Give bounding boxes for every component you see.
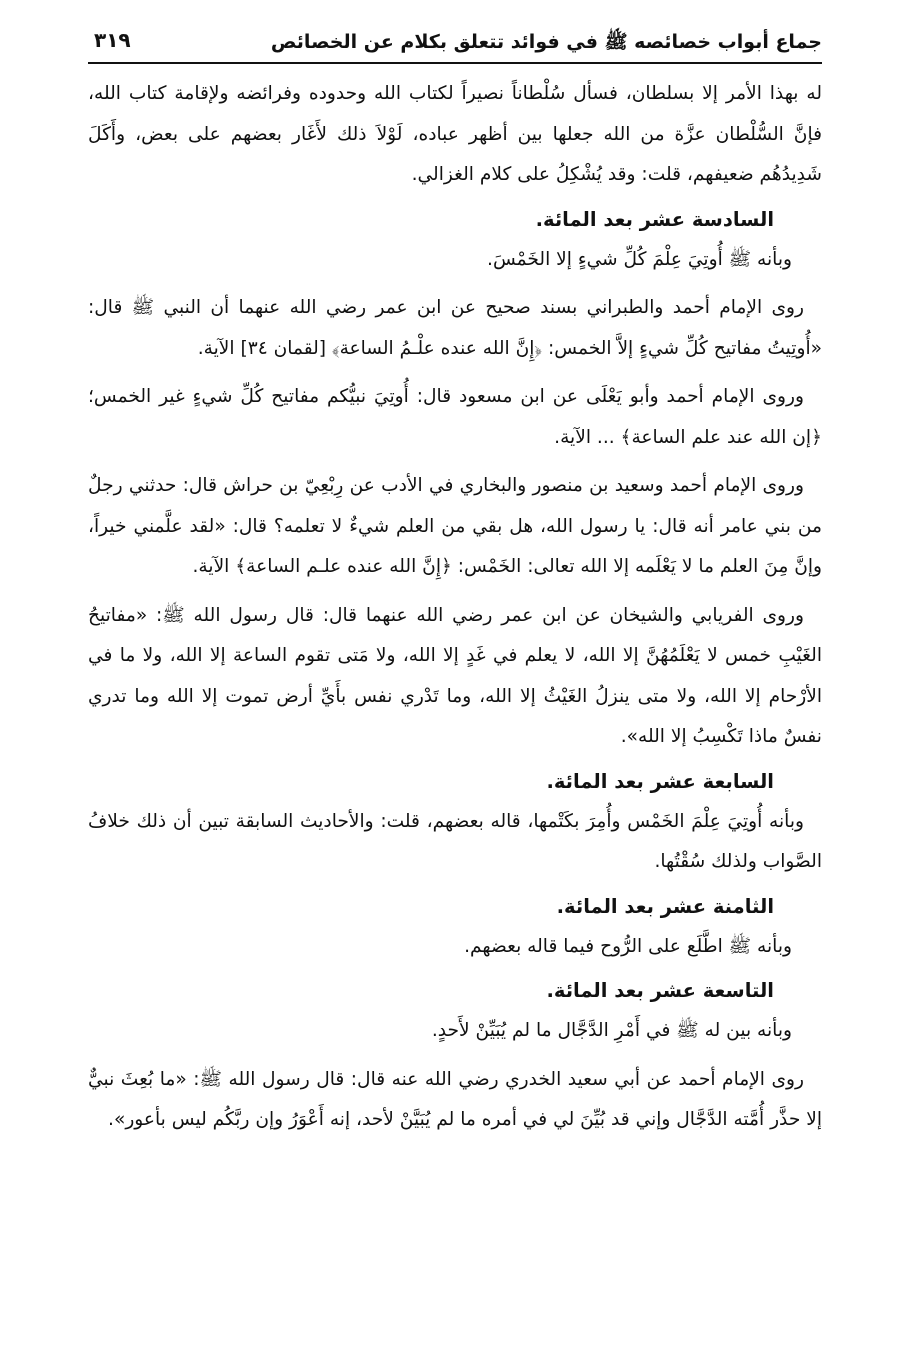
paragraph: وروى الإمام أحمد وأبو يَعْلَى عن ابن مسعود قال: أُوتِيَ نبيُّكم مفاتيح كُلِّ شيءٍ غير الخمس؛ ﴿إن الله عند علم الساعة﴾ ... الآية. <box>88 386 822 448</box>
book-page <box>88 22 822 1342</box>
paragraph: وروى الإمام أحمد وسعيد بن منصور والبخاري في الأدب عن رِبْعِيّ بن حراش قال: حدثني رجلٌ من بني عامر أنه قال: يا رسول الله، هل بقي من العلم شيءٌ لا تعلمه؟ قال: «لقد علَّمني خيراً، وإنَّ مِنَ العلم ما لا يَعْلَمه إلا الله تعالى: الخَمْس: ﴿إِنَّ الله عنده علـم الساعة﴾ الآية. <box>88 475 822 577</box>
running-header <box>88 22 822 64</box>
header-title: جماع أبواب خصائصه ﷺ في فوائد تتعلق بكلام عن الخصائص <box>270 31 822 53</box>
paragraph: روى الإمام أحمد عن أبي سعيد الخدري رضي الله عنه قال: قال رسول الله ﷺ: «ما بُعِثَ نبيٌّ إلا حذَّر أُمَّته الدَّجَّال وإني قد بُيِّنَ لي في أمره ما لم يُبَيَّنْ لأحد، إنه أَعْوَرُ وإن ربَّكُم ليس بأعور». <box>88 1068 822 1130</box>
paragraph: له بهذا الأمر إلا بسلطان، فسأل سُلْطاناً نصيراً لكتاب الله وحدوده وفرائضه ولإقامة كتاب الله، فإنَّ السُّلْطان عزَّة من الله جعلها بين أظهر عباده، لَوْلاَ ذلك لأَغَار بعضهم على بعض، وأَكَلَ شَدِيدُهُم ضعيفهم، قلت: وقد يُشْكِلُ على كلام الغزالي. <box>88 83 822 185</box>
section-heading: الثامنة عشر بعد المائة. <box>556 894 774 918</box>
page-body <box>88 64 822 1141</box>
statement: وبأنه ﷺ أُوتِيَ عِلْمَ كُلِّ شيءٍ إلا الخَمْسَ. <box>487 248 792 270</box>
paragraph: وبأنه أُوتِيَ عِلْمَ الخَمْس وأُمِرَ بكَتْمها، قاله بعضهم، قلت: والأحاديث السابقة تبين أن ذلك خلافُ الصَّواب ولذلك سُقْتُها. <box>88 810 822 872</box>
statement: وبأنه ﷺ اطَّلَع على الرُّوح فيما قاله بعضهم. <box>464 935 792 957</box>
section-heading: السابعة عشر بعد المائة. <box>546 769 774 793</box>
paragraph: روى الإمام أحمد والطبراني بسند صحيح عن ابن عمر رضي الله عنهما أن النبي ﷺ قال: «أُوتِيتُ مفاتيح كُلِّ شيءٍ إلاَّ الخمس: ﴿إِنَّ الله عنده علْـمُ الساعة﴾ [لقمان ٣٤] الآية. <box>88 297 822 359</box>
section-heading: التاسعة عشر بعد المائة. <box>546 979 774 1002</box>
paragraph: وروى الفريابي والشيخان عن ابن عمر رضي الله عنهما قال: قال رسول الله ﷺ: «مفاتيحُ الغَيْبِ خمس لا يَعْلَمُهُنَّ إلا الله، لا يعلم في غَدٍ إلا الله، ولا مَتى تقوم الساعة إلا الله، ولا ما في الأرْحام إلا الله، ولا متى ينزلُ الغَيْثُ إلا الله، وما تَدْري نفس بأَيِّ أرض تموت إلا الله وما تدري نفسٌ ماذا تَكْسِبُ إلا الله». <box>88 604 822 747</box>
page-number: ٣١٩ <box>94 28 131 52</box>
statement: وبأنه بين له ﷺ في أَمْرِ الدَّجَّال ما لم يُبَيِّنْ لأَحدٍ. <box>431 1020 792 1041</box>
section-heading: السادسة عشر بعد المائة. <box>535 207 774 231</box>
